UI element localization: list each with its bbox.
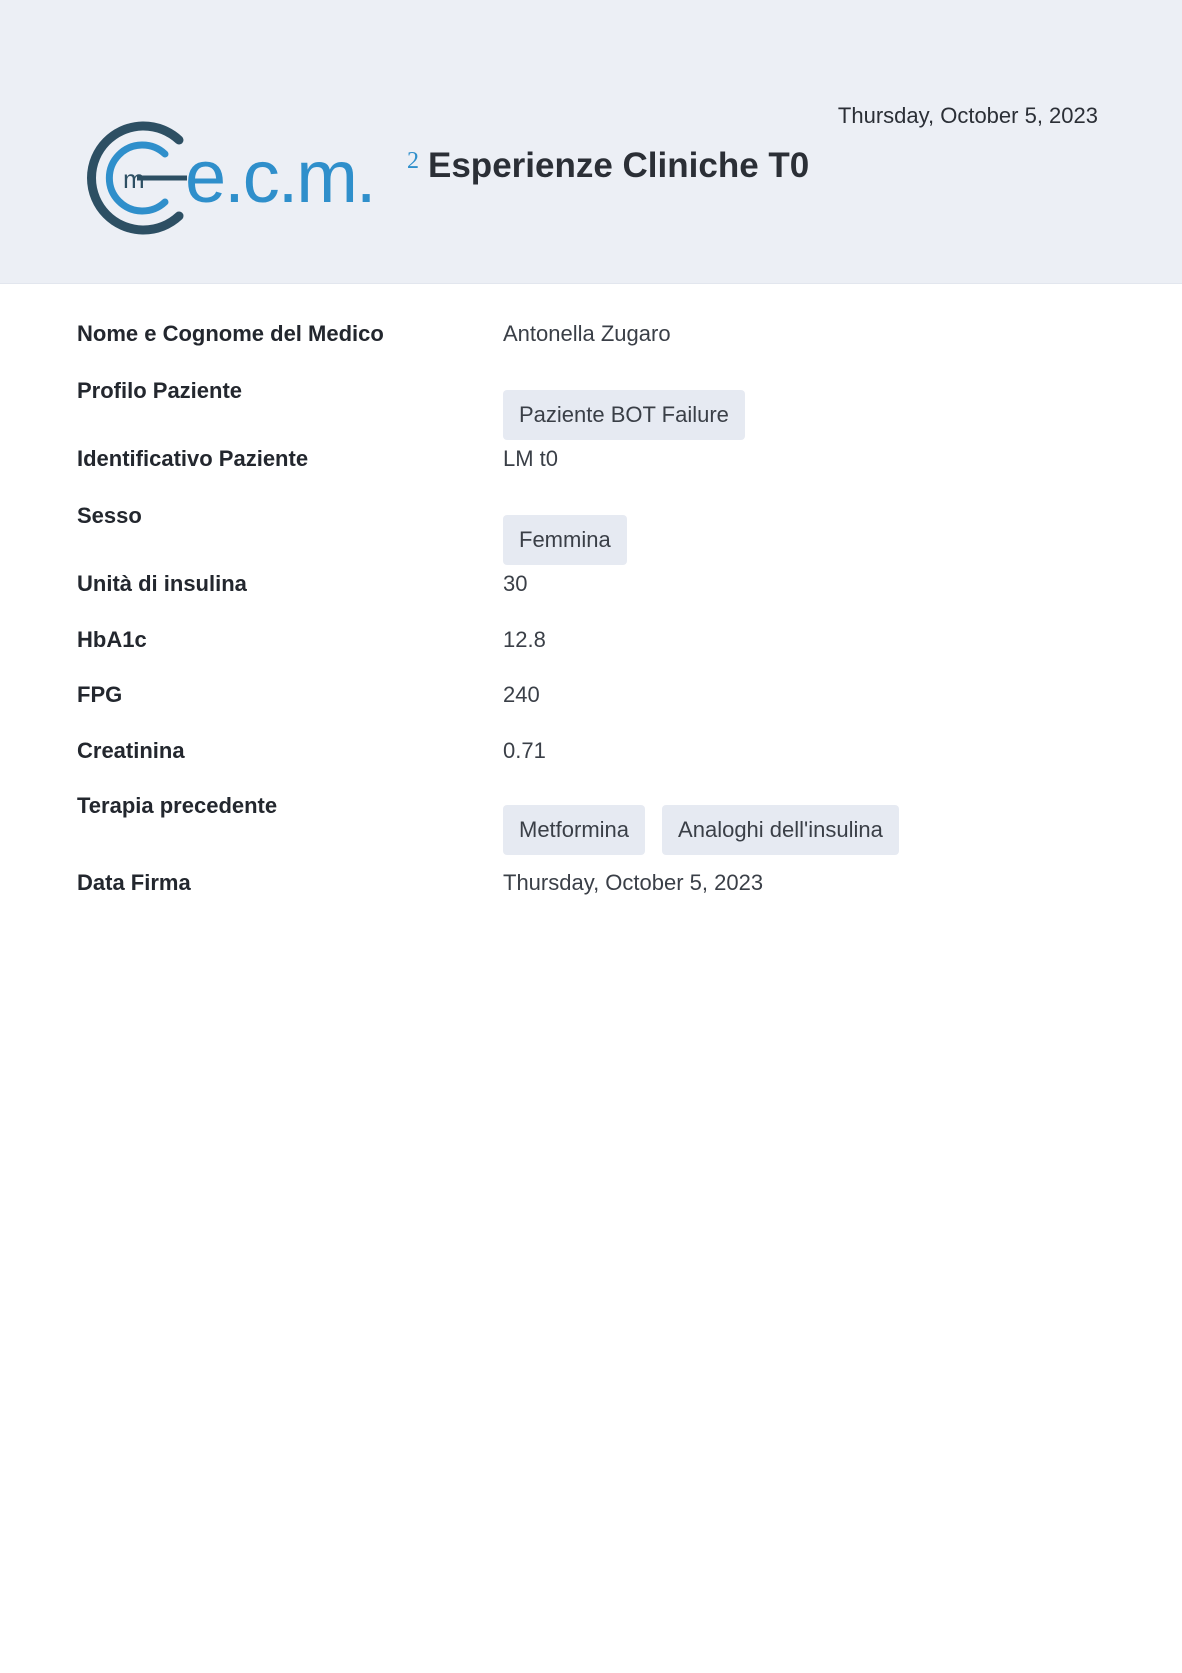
chip-terapia-metformina: Metformina xyxy=(503,805,645,855)
field-value xyxy=(503,789,1097,855)
logo-badge-letter: m xyxy=(123,164,145,194)
data-firma-value: Thursday, October 5, 2023 xyxy=(503,870,764,895)
field-value xyxy=(503,499,1097,565)
field-label: Nome e Cognome del Medico xyxy=(77,321,384,346)
medico-value: Antonella Zugaro xyxy=(503,321,671,346)
field-row-creatinina xyxy=(77,734,1097,789)
logo-superscript: 2 xyxy=(407,148,419,174)
fpg-value: 240 xyxy=(503,682,540,707)
field-label: FPG xyxy=(77,682,123,707)
field-value xyxy=(503,734,1097,768)
chip-profilo: Paziente BOT Failure xyxy=(503,390,745,440)
chip-terapia-analoghi: Analoghi dell'insulina xyxy=(662,805,899,855)
field-row-unita-insulina xyxy=(77,567,1097,623)
field-label: HbA1c xyxy=(77,627,147,652)
field-label: Unità di insulina xyxy=(77,571,247,596)
logo-text: e.c.m. xyxy=(185,135,375,218)
page-title: Esperienze Cliniche T0 xyxy=(428,146,810,185)
field-value xyxy=(503,442,1097,476)
identificativo-value: LM t0 xyxy=(503,446,559,471)
field-row-hba1c xyxy=(77,623,1097,678)
creatinina-value: 0.71 xyxy=(503,738,546,763)
field-value xyxy=(503,678,1097,712)
field-row-terapia xyxy=(77,789,1097,866)
field-value xyxy=(503,866,1097,900)
field-row-fpg xyxy=(77,678,1097,734)
field-row-data-firma xyxy=(77,866,1097,906)
field-label: Creatinina xyxy=(77,738,185,763)
header-date: Thursday, October 5, 2023 xyxy=(837,103,1098,128)
field-label: Profilo Paziente xyxy=(77,378,243,403)
page-header xyxy=(0,0,1182,284)
field-value xyxy=(503,623,1097,657)
ecm-logo xyxy=(75,118,425,238)
field-value xyxy=(503,374,1097,440)
form-fields xyxy=(77,317,1097,906)
field-value xyxy=(503,317,1097,351)
field-row-profilo xyxy=(77,374,1097,442)
field-row-medico xyxy=(77,317,1097,374)
field-value xyxy=(503,567,1097,601)
chip-sesso: Femmina xyxy=(503,515,627,565)
unita-value: 30 xyxy=(503,571,528,596)
field-row-sesso xyxy=(77,499,1097,567)
field-label: Identificativo Paziente xyxy=(77,446,309,471)
field-label: Terapia precedente xyxy=(77,793,278,818)
field-label: Sesso xyxy=(77,503,142,528)
field-label: Data Firma xyxy=(77,870,191,895)
field-row-identificativo xyxy=(77,442,1097,499)
hba1c-value: 12.8 xyxy=(503,627,546,652)
